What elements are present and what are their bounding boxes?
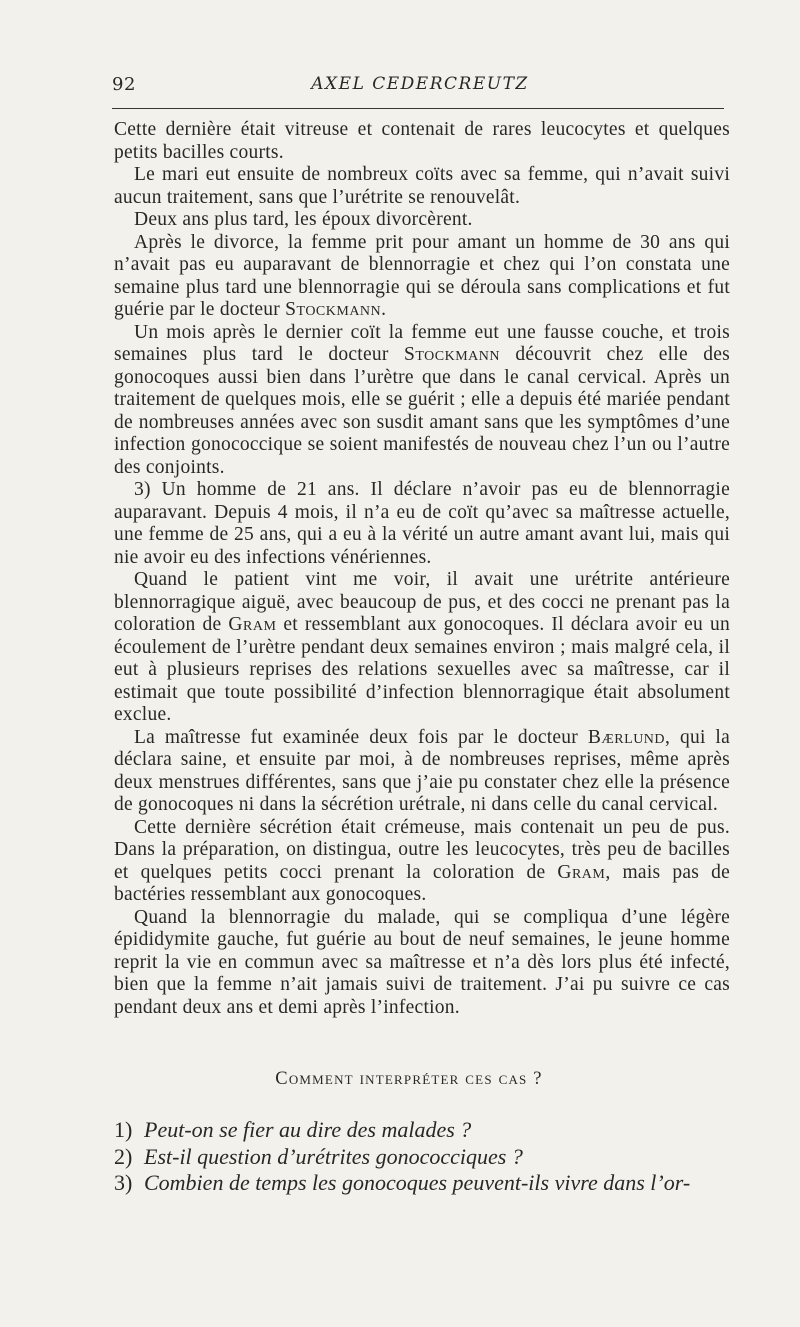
paragraph-text: Le mari eut ensuite de nombreux coïts avec sa femme, qui n’avait suivi aucun traitement, sans que l’urétrite se renouvelât. <box>114 164 730 208</box>
author-name: Gram <box>228 614 277 635</box>
question-text: Combien de temps les gonocoques peuvent-ils vivre dans l’or- <box>144 1170 691 1195</box>
question-text: Peut-on se fier au dire des malades ? <box>144 1117 472 1142</box>
author-name: Stockmann <box>404 344 500 365</box>
question-number: 1) <box>114 1117 133 1142</box>
question-number: 2) <box>114 1143 133 1169</box>
paragraph <box>114 479 730 569</box>
author-name: Gram <box>557 861 606 883</box>
author-name: Bærlund <box>587 726 666 748</box>
paragraph-text: découvrit chez elle des gonocoques aussi bien dans l’urètre que dans le canal cervical. Après un traitement de quelques mois, elle se guérit ; elle a depuis été mariée pendant de nombreuses années avec son susdit amant sans que les symptômes d’une infection gonococcique se soient manifestés de nouveau chez l’un ou l’autre des conjoints. <box>114 344 730 478</box>
paragraph <box>114 727 730 817</box>
question-list <box>114 1117 734 1197</box>
paragraph-text: Deux ans plus tard, les époux divorcèrent. <box>134 209 473 230</box>
running-head: AXEL CEDERCREUTZ <box>311 74 529 94</box>
paragraph-text: La maîtresse fut examinée deux fois par le docteur <box>134 726 588 748</box>
question-item <box>114 1144 734 1171</box>
question-item <box>114 1117 734 1144</box>
author-name: Stockmann <box>285 299 382 320</box>
paragraph <box>114 209 730 232</box>
question-text: Est-il question d’urétrites gonococciques ? <box>144 1143 523 1169</box>
paragraph <box>114 164 730 209</box>
page-header <box>112 74 728 98</box>
paragraph-text: et ressemblant aux gonocoques. Il déclara avoir eu un écoulement de l’urètre pendant deux semaines environ ; mais malgré cela, il eut à plusieurs reprises des relations sexuelles avec sa maîtresse, car il estimait que toute possibilité d’infection blennorragique était absolument exclue. <box>114 614 730 725</box>
body-text <box>114 119 730 1019</box>
header-rule <box>112 108 724 109</box>
question-item <box>114 1170 734 1197</box>
question-number: 3) <box>114 1170 133 1195</box>
paragraph-text: Cette dernière était vitreuse et contenait de rares leucocytes et quelques petits bacilles courts. <box>114 119 730 163</box>
paragraph-text: 3) Un homme de 21 ans. Il déclare n’avoir pas eu de blennorragie auparavant. Depuis 4 mois, il n’a eu de coït qu’avec sa maîtresse actuelle, une femme de 25 ans, qui a eu à la vérité un autre amant avant lui, mais qui nie avoir eu des infections vénériennes. <box>114 479 730 568</box>
paragraph-text: . <box>381 299 387 320</box>
page-number: 92 <box>112 74 136 95</box>
paragraph <box>114 119 730 164</box>
paragraph-text: Un mois après le dernier coït la femme eut une fausse couche, et trois semaines plus tard le docteur <box>114 321 730 365</box>
paragraph-text: , qui la déclara saine, et ensuite par moi, à de nombreuses reprises, même après deux menstrues différentes, sans que j’aie pu constater chez elle la présence de gonocoques ni dans la sécrétion urétrale, ni dans celle du canal cervical. <box>114 726 730 815</box>
paragraph-text: Cette dernière sécrétion était crémeuse, mais contenait un peu de pus. Dans la préparation, on distingua, outre les leucocytes, très peu de bacilles et quelques petits cocci prenant la coloration de <box>114 816 730 883</box>
paragraph-text: Quand le patient vint me voir, il avait une urétrite antérieure blennorragique aiguë, avec beaucoup de pus, et des cocci ne prenant pas la coloration de <box>114 569 730 635</box>
paragraph-text: , mais pas de bactéries ressemblant aux gonocoques. <box>114 861 730 905</box>
paragraph <box>114 232 730 322</box>
paragraph-text: Après le divorce, la femme prit pour amant un homme de 30 ans qui n’avait pas eu auparavant de blennorragie et chez qui l’on constata une semaine plus tard une blennorragie qui se déroula sans complications et fut guérie par le docteur <box>114 231 730 320</box>
paragraph <box>114 322 730 480</box>
paragraph <box>114 817 730 907</box>
paragraph-text: Quand la blennorragie du malade, qui se compliqua d’une légère épididymite gauche, fut guérie au bout de neuf semaines, le jeune homme reprit la vie en commun avec sa maîtresse et n’a dès lors plus été infecté, bien que la femme n’ait jamais suivi de traitement. J’ai pu suivre ce cas pendant deux ans et demi après l’infection. <box>114 906 730 1018</box>
paragraph <box>114 569 730 727</box>
section-title: Comment interpréter ces cas ? <box>275 1069 543 1089</box>
paragraph <box>114 907 730 1020</box>
